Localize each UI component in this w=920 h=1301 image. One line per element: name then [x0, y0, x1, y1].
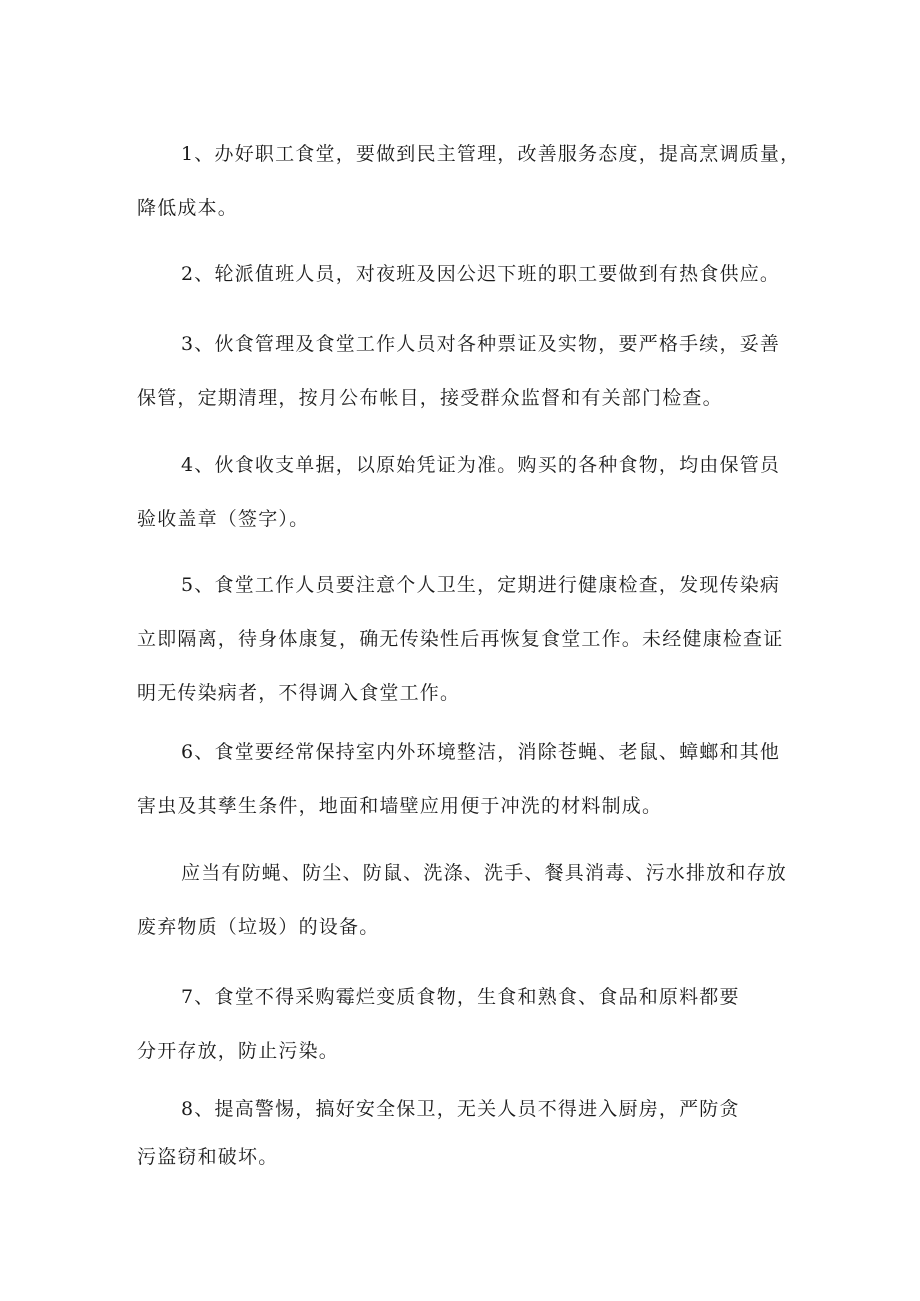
paragraph-6-continued [137, 846, 787, 954]
paragraph-line: 7、食堂不得采购霉烂变质食物，生食和熟食、食品和原料都要 [181, 986, 740, 1008]
paragraph-line: 分开存放，防止污染。 [137, 1040, 340, 1062]
paragraph-6 [137, 725, 780, 833]
paragraph-8 [137, 1085, 740, 1181]
paragraph-7 [137, 970, 740, 1078]
paragraph-2 [137, 247, 780, 301]
paragraph-line: 保管，定期清理，按月公布帐目，接受群众监督和有关部门检查。 [137, 387, 723, 409]
paragraph-line: 6、食堂要经常保持室内外环境整洁，消除苍蝇、老鼠、蟑螂和其他 [181, 741, 781, 763]
paragraph-5 [137, 558, 783, 720]
paragraph-line: 立即隔离，待身体康复，确无传染性后再恢复食堂工作。未经健康检查证 [137, 628, 784, 650]
paragraph-4 [137, 438, 780, 546]
paragraph-line: 明无传染病者，不得调入食堂工作。 [137, 682, 461, 704]
paragraph-line: 8、提高警惕，搞好安全保卫，无关人员不得进入厨房，严防贪 [181, 1098, 740, 1120]
paragraph-line: 害虫及其孳生条件，地面和墙壁应用便于冲洗的材料制成。 [137, 795, 663, 817]
paragraph-line: 5、食堂工作人员要注意个人卫生，定期进行健康检查，发现传染病 [181, 574, 781, 596]
paragraph-line: 1、办好职工食堂，要做到民主管理，改善服务态度，提高烹调质量， [181, 143, 801, 165]
paragraph-line: 降低成本。 [137, 197, 239, 219]
paragraph-1 [137, 127, 800, 235]
paragraph-line: 4、伙食收支单据，以原始凭证为准。购买的各种食物，均由保管员 [181, 454, 781, 476]
paragraph-line: 2、轮派值班人员，对夜班及因公迟下班的职工要做到有热食供应。 [181, 263, 781, 285]
paragraph-line: 废弃物质（垃圾）的设备。 [137, 916, 380, 938]
paragraph-line: 污盗窃和破坏。 [137, 1146, 279, 1168]
paragraph-line: 应当有防蝇、防尘、防鼠、洗涤、洗手、餐具消毒、污水排放和存放 [181, 862, 788, 884]
paragraph-line: 验收盖章（签字）。 [137, 508, 310, 530]
paragraph-3 [137, 317, 780, 425]
paragraph-line: 3、伙食管理及食堂工作人员对各种票证及实物，要严格手续，妥善 [181, 333, 781, 355]
